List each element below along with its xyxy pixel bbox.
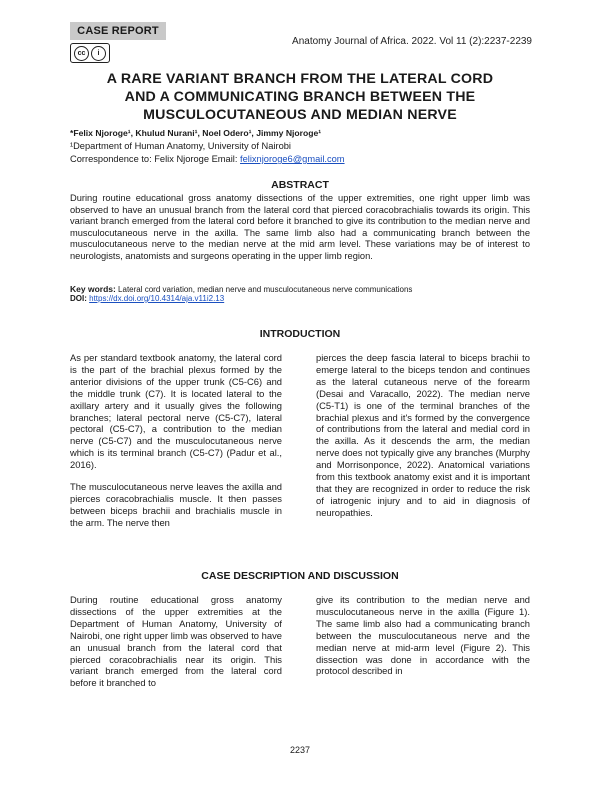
journal-citation: Anatomy Journal of Africa. 2022. Vol 11 (2):2237-2239	[292, 36, 532, 47]
correspondence-prefix: Correspondence to: Felix Njoroge Email:	[70, 154, 241, 164]
title-line-2: AND A COMMUNICATING BRANCH BETWEEN THE	[124, 89, 476, 105]
case-paragraph-1: During routine educational gross anatomy dissections of the upper extremities at the Department of Human Anatomy, University of Nairobi, one right upper limb was observed to have an unusual branch from the lateral cord that pierced coracobrachialis near its origin. This variant branch emerged from the lateral cord before it branched to	[70, 594, 282, 689]
intro-paragraph-3: pierces the deep fascia lateral to biceps brachii to emerge lateral to the biceps tendon and continues as the lateral cutaneous nerve of the forearm (Desai and Varacallo, 2022). The median nerve (C5-T1) is one of the terminal branches of the brachial plexus and it's formed by the convergence of contributions from the lateral and medial cord in the axilla. As it descends the arm, the median nerve does not typically give any branches (Murphy and Morrisonponce, 2022). Anatomical variations from this textbook anatomy exist and it is important that they are recognized in order to reduce the risk of iatrogenic injury and to aid in diagnosis of neuropathies.	[316, 352, 530, 518]
abstract-text: During routine educational gross anatomy dissections of the upper extremities, one right upper limb was observed to have an unusual branch from the lateral cord that pierced coracobrachialis towards its origin. This variant branch emerged from the lateral cord before it branched to give its contribution to the median nerve and musculocutaneous nerve in the axilla. The same limb also had a communicating branch between the musculocutaneous nerve to the median nerve at the mid arm level. These variations may be of interest to neurologists, anatomists and surgeons operating in the upper limb region.	[70, 193, 530, 261]
doi-link[interactable]: https://dx.doi.org/10.4314/aja.v11i2.13	[89, 294, 225, 303]
doi-label: DOI:	[70, 294, 87, 303]
page-number: 2237	[289, 745, 311, 755]
intro-paragraph-1: As per standard textbook anatomy, the lateral cord is the part of the brachial plexus formed by the anterior divisions of the upper trunk (C5-C6) and the middle trunk (C7). It is located lateral to the axillary artery and it usually gives the following branches; lateral pectoral nerve (C5-C7), lateral pectoral (C5-C7), a contribution to the median nerve (C5-C7) and the musculocutaneous nerve which is its terminal branch (C5-C7) (Padur et al., 2016).	[70, 352, 282, 471]
case-left-column	[70, 594, 282, 699]
correspondence	[70, 153, 345, 166]
intro-left-column	[70, 352, 282, 539]
case-paragraph-2: give its contribution to the median nerve and musculocutaneous nerve in the axilla (Figure 1). The same limb also had a communicating branch between the musculocutaneous nerve and the median nerve at mid-arm level (Figure 2). This dissection was done in accordance with the protocol described in	[316, 594, 530, 677]
attribution-glyph: i	[91, 46, 106, 61]
title-line-3: MUSCULOCUTANEOUS AND MEDIAN NERVE	[143, 107, 457, 123]
case-right-column	[316, 594, 530, 687]
intro-paragraph-2: The musculocutaneous nerve leaves the axilla and pierces coracobrachialis muscle. It then passes between biceps brachii and brachialis muscle in the arm. The nerve then	[70, 481, 282, 528]
introduction-heading: INTRODUCTION	[259, 328, 341, 340]
keywords-text: Lateral cord variation, median nerve and musculocutaneous nerve communications	[115, 285, 413, 294]
title-line-1: A RARE VARIANT BRANCH FROM THE LATERAL CORD	[106, 71, 494, 87]
author-list: *Felix Njoroge¹, Khulud Nurani¹, Noel Odero¹, Jimmy Njoroge¹	[70, 128, 322, 138]
doi	[70, 294, 224, 304]
affiliation: ¹Department of Human Anatomy, University of Nairobi	[70, 141, 291, 151]
case-heading: CASE DESCRIPTION AND DISCUSSION	[201, 570, 399, 582]
article-title	[60, 70, 540, 124]
case-report-badge: CASE REPORT	[70, 22, 166, 40]
intro-right-column	[316, 352, 530, 529]
creative-commons-icon[interactable]	[70, 43, 110, 63]
keywords-label: Key words:	[70, 284, 116, 294]
abstract-heading: ABSTRACT	[271, 179, 329, 191]
cc-glyph: cc	[74, 46, 89, 61]
email-link[interactable]: felixnjoroge6@gmail.com	[240, 154, 345, 164]
